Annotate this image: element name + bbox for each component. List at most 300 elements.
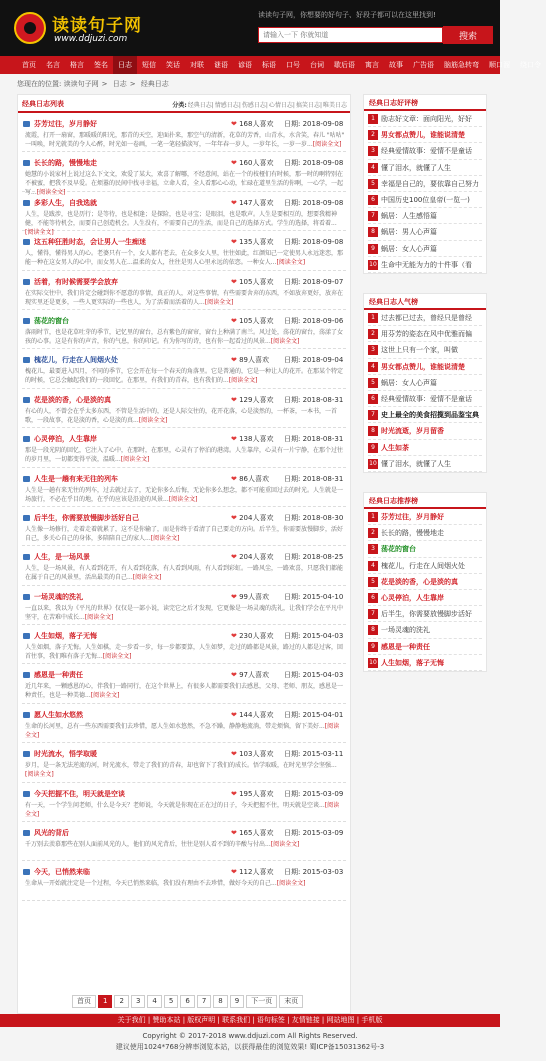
like-count <box>231 474 269 484</box>
article-title[interactable]: 人生是一趟有来无往的列车 <box>34 474 118 483</box>
breadcrumb-current[interactable]: 经典日志 <box>140 80 169 88</box>
article-item <box>22 428 346 467</box>
breadcrumb-category[interactable]: 日志 <box>112 80 127 88</box>
article-title[interactable]: 时光流水，悟学取暖 <box>34 750 97 759</box>
article-title[interactable]: 心灵停泊，人生靠岸 <box>34 435 97 444</box>
date-label: 日期: <box>284 238 301 247</box>
article-title[interactable]: 愿人生如水悠然 <box>34 710 83 719</box>
heart-icon: ❤ <box>231 435 240 444</box>
rank-number: 6 <box>368 195 378 205</box>
summary-text: 生命从一开始就注定是一个过程，今天已悄然来临，我们没有理由不去珍惜，做好今天的自己... <box>25 880 277 888</box>
heart-icon: ❤ <box>231 829 240 838</box>
rank-number: 4 <box>368 163 378 173</box>
search-input[interactable] <box>258 27 443 43</box>
popular-ranking-item[interactable] <box>368 456 482 472</box>
breadcrumb <box>17 75 169 93</box>
pagination <box>72 995 303 1008</box>
logo-icon[interactable] <box>14 12 46 44</box>
date-label: 日期: <box>284 198 301 207</box>
like-number: 195 <box>239 789 253 798</box>
date-value: 2018-09-08 <box>302 198 344 207</box>
rank-number: 2 <box>368 329 378 339</box>
recommend-ranking-item[interactable] <box>368 574 482 590</box>
date-label: 日期: <box>284 632 301 641</box>
article-summary <box>25 682 345 700</box>
article-title[interactable]: 人生如烟，落子无悔 <box>34 632 97 641</box>
article-date <box>284 434 343 444</box>
hot-ranking-item[interactable] <box>368 127 482 143</box>
heart-icon: ❤ <box>231 316 240 325</box>
popular-ranking-item[interactable] <box>368 375 482 391</box>
recommend-ranking-link[interactable]: 后半生，你需要放慢脚步活好 <box>381 610 472 619</box>
article-date <box>284 316 343 326</box>
article-item <box>22 192 346 236</box>
article-icon <box>23 200 30 206</box>
category-separator: | <box>292 102 295 109</box>
hot-ranking-item[interactable] <box>368 143 482 159</box>
like-suffix: 人喜欢 <box>252 789 274 798</box>
article-title[interactable]: 一场灵魂的洗礼 <box>34 592 83 601</box>
popular-ranking-item[interactable] <box>368 326 482 342</box>
recommend-ranking-link[interactable]: 一场灵魂的洗礼 <box>381 626 430 635</box>
read-more-link[interactable]: [阅读全文] <box>36 189 66 197</box>
article-date <box>284 513 343 523</box>
hot-ranking-item[interactable] <box>368 192 482 208</box>
nav-item[interactable]: 寓言 <box>365 61 379 69</box>
rank-number: 3 <box>368 544 378 554</box>
article-date <box>284 552 343 562</box>
rank-number: 10 <box>369 658 377 666</box>
like-number: 99 <box>239 592 249 601</box>
like-suffix: 人喜欢 <box>252 710 274 719</box>
pager-page[interactable]: 4 <box>147 995 161 1008</box>
hot-ranking-link[interactable]: 蜗居：人生感悟篇 <box>381 212 437 221</box>
article-summary <box>25 604 345 622</box>
recommend-ranking-link[interactable]: 槐花儿，行走在人间烟火处 <box>381 561 465 570</box>
article-item <box>22 704 346 743</box>
popular-ranking-title: 经典日志人气榜 <box>364 294 486 310</box>
hot-ranking-item[interactable] <box>368 160 482 176</box>
like-suffix: 人喜欢 <box>252 553 274 562</box>
heart-icon: ❤ <box>231 120 240 128</box>
read-more-link[interactable]: [阅读全文] <box>270 337 300 345</box>
date-value: 2015-04-01 <box>302 710 344 719</box>
read-more-link[interactable]: [阅读全文] <box>168 495 198 503</box>
popular-ranking-item[interactable] <box>368 359 482 375</box>
date-label: 日期: <box>284 316 301 325</box>
article-icon <box>23 318 30 324</box>
read-more-link[interactable]: [阅读全文] <box>150 534 180 542</box>
rank-number: 7 <box>368 211 378 221</box>
recommend-ranking-link[interactable]: 芬芳过往，岁月静好 <box>381 513 444 521</box>
category-link[interactable]: 唯美日志 <box>322 102 347 109</box>
article-item <box>22 861 346 900</box>
nav-item[interactable]: 谚语 <box>238 61 252 69</box>
recommend-ranking-item[interactable] <box>368 590 482 606</box>
like-count <box>231 277 273 287</box>
heart-icon: ❤ <box>231 553 240 562</box>
recommend-ranking-item[interactable] <box>368 655 482 671</box>
rank-number: 4 <box>368 561 378 571</box>
popular-ranking-item[interactable] <box>368 391 482 407</box>
date-label: 日期: <box>284 592 301 601</box>
nav-item[interactable]: 格言 <box>70 61 84 69</box>
pager-page[interactable]: 8 <box>213 995 227 1008</box>
hot-ranking-link[interactable]: 中国历史100位皇帝(一览一) <box>381 195 470 204</box>
article-date <box>284 710 343 720</box>
article-summary <box>25 367 345 385</box>
category-link[interactable]: 搞笑日志 <box>295 102 320 109</box>
article-date <box>284 237 343 247</box>
pager-first[interactable]: 首页 <box>72 995 96 1008</box>
like-count <box>231 395 273 405</box>
date-value: 2018-08-31 <box>302 435 344 444</box>
recommend-ranking-item[interactable] <box>368 622 482 638</box>
date-label: 日期: <box>284 277 301 286</box>
nav-item[interactable]: 短信 <box>142 61 156 69</box>
article-date <box>284 158 343 168</box>
hot-ranking-link[interactable]: 蜗居：男人心声篇 <box>381 228 437 237</box>
popular-ranking-link[interactable]: 时光流逝，岁月留香 <box>381 427 444 436</box>
nav-item[interactable]: 歇后语 <box>334 61 355 69</box>
like-number: 204 <box>239 513 253 522</box>
like-suffix: 人喜欢 <box>252 513 274 522</box>
pager-page[interactable]: 3 <box>131 995 145 1008</box>
popular-ranking-link[interactable]: 经典爱情故事：爱情不是童话 <box>381 394 472 403</box>
rank-number: 5 <box>368 577 378 587</box>
popular-ranking-link[interactable]: 史上最全的美食招揽到品鉴宝典 <box>381 411 479 420</box>
read-more-link[interactable]: [阅读全文] <box>102 653 132 661</box>
date-value: 2018-09-06 <box>302 316 344 325</box>
hot-ranking-list <box>364 111 486 273</box>
rank-number: 8 <box>368 227 378 237</box>
article-title[interactable]: 今天把握不住，明天就是空谈 <box>34 789 125 798</box>
summary-text: 人生，是一场风景，有人看到花开，有人看到花落，有人看到风雨，有人看到彩虹。一路风尘，一路欢喜，只愿我们都能在属于自己的风景里，活出最美的自己... <box>25 565 344 582</box>
date-value: 2015-03-03 <box>302 868 344 877</box>
nav-item[interactable]: 广告语 <box>413 61 434 69</box>
summary-text: 岁月，是一条无法逆流的河，时光流水，带走了我们的青春，却也留下了我们的成长。悟学取暖，在时光里学会坚强... <box>25 762 337 770</box>
article-item <box>22 743 346 782</box>
read-more-link[interactable]: [阅读全文] <box>132 574 162 582</box>
like-number: 165 <box>239 829 253 838</box>
nav-item[interactable]: 口号 <box>286 61 300 69</box>
heart-icon: ❤ <box>231 356 240 365</box>
hot-ranking-link[interactable]: 励志好文章：面向阳光，好好 <box>381 115 472 123</box>
hot-ranking-link[interactable]: 蜗居：女人心声篇 <box>381 244 437 253</box>
popular-ranking-link[interactable]: 懂了泪水，就懂了人生 <box>381 459 451 468</box>
recommend-ranking-item[interactable] <box>368 558 482 574</box>
like-suffix: 人喜欢 <box>252 829 274 838</box>
rank-number: 2 <box>368 130 378 140</box>
popular-ranking-link[interactable]: 蜗居：女人心声篇 <box>381 378 437 387</box>
article-summary <box>25 801 345 819</box>
date-label: 日期: <box>284 395 301 404</box>
recommend-ranking-box <box>363 492 487 672</box>
article-date <box>284 592 343 602</box>
pager-page[interactable]: 5 <box>164 995 178 1008</box>
heart-icon: ❤ <box>231 868 240 877</box>
category-link[interactable]: 情感日志 <box>214 102 239 109</box>
heart-icon: ❤ <box>231 277 240 286</box>
site-slogan: 读读句子网，你想要的好句子、好段子都可以在这里找到! <box>258 11 436 19</box>
article-title[interactable]: 荡花的窗台 <box>34 316 69 325</box>
like-count <box>231 670 269 680</box>
like-number: 135 <box>239 238 253 247</box>
article-icon <box>23 397 30 403</box>
rank-number: 10 <box>369 459 377 467</box>
article-date <box>284 670 343 680</box>
article-title[interactable]: 芬芳过往，岁月静好 <box>34 120 97 128</box>
article-title[interactable]: 活着，有时候需要学会放弃 <box>34 277 118 286</box>
hot-ranking-item[interactable] <box>368 111 482 127</box>
rank-number: 9 <box>368 443 378 453</box>
rank-number: 9 <box>368 244 378 254</box>
hot-ranking-link[interactable]: 生命中无能为力的十件事（看 <box>381 260 472 269</box>
recommend-ranking-item[interactable] <box>368 541 482 557</box>
popular-ranking-item[interactable] <box>368 342 482 358</box>
article-item <box>22 271 346 310</box>
heart-icon: ❤ <box>231 198 240 207</box>
pager-last[interactable]: 末页 <box>279 995 303 1008</box>
pager-page[interactable]: 7 <box>197 995 211 1008</box>
date-label: 日期: <box>284 356 301 365</box>
article-title[interactable]: 人生，是一场风景 <box>34 553 90 562</box>
pager-next[interactable]: 下一页 <box>246 995 277 1008</box>
article-icon <box>23 554 30 560</box>
article-list-panel <box>17 94 351 1014</box>
article-item <box>22 468 346 507</box>
article-icon <box>23 279 30 285</box>
hot-ranking-link[interactable]: 男女都点赞儿，谁能说清楚 <box>381 131 465 140</box>
rank-number: 8 <box>368 426 378 436</box>
article-summary <box>25 486 345 504</box>
breadcrumb-separator: > <box>101 80 108 88</box>
like-number: 97 <box>239 671 249 680</box>
hot-ranking-item[interactable] <box>368 257 482 273</box>
hot-ranking-item[interactable] <box>368 224 482 240</box>
read-more-link[interactable]: [阅读全文] <box>276 259 306 267</box>
like-count <box>231 434 273 444</box>
like-suffix: 人喜欢 <box>252 238 274 247</box>
summary-text: 近几年来，一颗感恩的心，伴我们一路同行，在这个世界上，有很多人都需要我们去感恩，父母、老师、朋友，感恩是一种责任，也是一种美德... <box>25 683 344 700</box>
popular-ranking-link[interactable]: 过去都已过去，曾经只是曾经 <box>381 314 472 322</box>
article-item <box>22 822 346 861</box>
recommend-ranking-link[interactable]: 荡花的窗台 <box>381 545 416 554</box>
read-more-link[interactable]: [阅读全文] <box>270 841 300 849</box>
category-separator: | <box>238 102 241 109</box>
like-count <box>231 355 269 365</box>
like-suffix: 人喜欢 <box>252 632 274 641</box>
nav-item[interactable]: 故事 <box>389 61 403 69</box>
article-title[interactable]: 多彩人生，自我选就 <box>34 198 97 207</box>
article-icon <box>23 869 30 875</box>
nav-item[interactable]: 台词 <box>310 61 324 69</box>
date-value: 2018-09-08 <box>302 159 344 168</box>
nav-item[interactable]: 绕口令 <box>520 61 541 69</box>
article-summary <box>25 722 345 740</box>
recommend-ranking-link[interactable]: 感恩是一种责任 <box>381 642 430 651</box>
article-title[interactable]: 今天，已悄然来临 <box>34 868 90 877</box>
like-count <box>231 513 273 523</box>
nav-item[interactable]: 首页 <box>22 61 36 69</box>
nav-item[interactable]: 顺口溜 <box>489 61 510 69</box>
recommend-ranking-item[interactable] <box>368 606 482 622</box>
popular-ranking-item[interactable] <box>368 407 482 423</box>
article-title[interactable]: 花是淡的香，心是淡的真 <box>34 395 111 404</box>
article-summary <box>25 407 345 425</box>
popular-ranking-link[interactable]: 这世上只有一个家，叫做 <box>381 346 458 355</box>
recommend-ranking-link[interactable]: 长长的路，慢慢地走 <box>381 529 444 538</box>
category-link[interactable]: 心情日志 <box>268 102 293 109</box>
nav-item[interactable]: 笑话 <box>166 61 180 69</box>
nav-item[interactable]: 签名 <box>94 61 108 69</box>
nav-item[interactable]: 名言 <box>46 61 60 69</box>
hot-ranking-item[interactable] <box>368 241 482 257</box>
read-more-link[interactable]: [阅读全文] <box>276 880 306 888</box>
read-more-link[interactable]: [阅读全文] <box>25 228 54 236</box>
read-more-link[interactable]: [阅读全文] <box>25 801 340 818</box>
article-item <box>22 664 346 703</box>
pager-page[interactable]: 1 <box>98 995 112 1008</box>
article-item <box>22 586 346 625</box>
popular-ranking-link[interactable]: 用芬芳的姿态在风中优雅而偏 <box>381 330 472 339</box>
read-more-link[interactable]: [阅读全文] <box>138 416 168 424</box>
like-count <box>231 198 273 208</box>
nav-item[interactable]: 谜语 <box>214 61 228 69</box>
list-header <box>18 95 350 113</box>
nav-item[interactable]: 标语 <box>262 61 276 69</box>
nav-item[interactable]: 对联 <box>190 61 204 69</box>
nav-item[interactable]: 脑筋急转弯 <box>444 61 479 69</box>
popular-ranking-box <box>363 293 487 473</box>
article-item <box>22 389 346 428</box>
like-count <box>231 592 269 602</box>
popular-ranking-item[interactable] <box>368 440 482 456</box>
category-link[interactable]: 经典日志 <box>187 102 212 109</box>
article-icon <box>23 633 30 639</box>
recommend-ranking-link[interactable]: 花是淡的香，心是淡的真 <box>381 577 458 586</box>
read-more-link[interactable]: [阅读全文] <box>84 613 114 621</box>
like-number: 103 <box>239 750 253 759</box>
pager-page[interactable]: 2 <box>114 995 128 1008</box>
date-label: 日期: <box>284 710 301 719</box>
like-count <box>231 867 273 877</box>
article-title[interactable]: 长长的路，慢慢地走 <box>34 159 97 168</box>
breadcrumb-home[interactable]: 读读句子网 <box>63 80 99 88</box>
like-number: 160 <box>239 159 253 168</box>
like-suffix: 人喜欢 <box>252 750 274 759</box>
rank-number: 7 <box>368 609 378 619</box>
article-title[interactable]: 风光的背后 <box>34 829 69 838</box>
read-more-link[interactable]: [阅读全文] <box>25 771 54 779</box>
like-suffix: 人喜欢 <box>252 198 274 207</box>
like-count <box>231 158 273 168</box>
article-icon <box>23 672 30 678</box>
summary-text: 人，懂得，懂得男人的心。老婆只有一个，女人都有老去，在众多女人里，往往如此，红颜知己一定使男人永远迷恋，那能一种在这女男人的心中，而女男人在...温柔的女人，往往是男人心里永远的依恋。一种女人... <box>25 250 344 267</box>
date-value: 2018-09-08 <box>302 120 344 128</box>
recommend-ranking-item[interactable] <box>368 509 482 525</box>
read-more-link[interactable]: [阅读全文] <box>90 692 120 700</box>
footer-links[interactable]: 关于我们 | 赞助本站 | 版权声明 | 联系我们 | 语句标签 | 友情链接 | 网站地图 | 手机版 <box>0 1014 500 1027</box>
article-title[interactable]: 后半生，你需要放慢脚步活好自己 <box>34 513 139 522</box>
rank-number: 4 <box>368 362 378 372</box>
rank-number: 1 <box>368 512 378 522</box>
heart-icon: ❤ <box>231 513 240 522</box>
category-link[interactable]: 伤感日志 <box>241 102 266 109</box>
read-more-link[interactable]: [阅读全文] <box>120 456 150 464</box>
pager-page[interactable]: 6 <box>180 995 194 1008</box>
article-summary <box>25 761 345 779</box>
article-title[interactable]: 感恩是一种责任 <box>34 671 83 680</box>
date-label: 日期: <box>284 513 301 522</box>
recommend-ranking-item[interactable] <box>368 639 482 655</box>
article-title[interactable]: 槐花儿，行走在人间烟火处 <box>34 356 118 365</box>
article-summary <box>25 879 345 897</box>
category-separator: | <box>211 102 214 109</box>
hot-ranking-item[interactable] <box>368 176 482 192</box>
recommend-ranking-item[interactable] <box>368 525 482 541</box>
pager-page[interactable]: 9 <box>230 995 244 1008</box>
hot-ranking-link[interactable]: 幸福是自己的，要依靠自己努力 <box>381 179 479 188</box>
date-value: 2015-04-10 <box>302 592 344 601</box>
hot-ranking-item[interactable] <box>368 208 482 224</box>
article-icon <box>23 121 30 127</box>
article-list <box>18 113 350 901</box>
article-title[interactable]: 这五种狂胜时态，会让男人一生痴迷 <box>34 238 146 247</box>
summary-text: 一直以来，我以为《平凡的世界》仅仅是一部小说，读完它之后才发现，它更像是一场灵魂的洗礼，让我们学会在平凡中坚守，在苦难中成长... <box>25 604 344 621</box>
read-more-link[interactable]: [阅读全文] <box>204 298 234 306</box>
rank-number: 1 <box>368 114 378 124</box>
like-number: 144 <box>239 710 253 719</box>
read-more-link[interactable]: [阅读全文] <box>312 141 342 148</box>
like-count <box>231 828 273 838</box>
search-button[interactable]: 搜索 <box>443 26 493 44</box>
article-summary <box>25 249 345 267</box>
article-date <box>284 474 343 484</box>
recommend-ranking-link[interactable]: 人生如烟，落子无悔 <box>381 658 444 667</box>
popular-ranking-link[interactable]: 男女都点赞儿，谁能说清楚 <box>381 362 465 371</box>
date-value: 2018-08-31 <box>302 474 344 483</box>
nav-item[interactable]: 日志 <box>113 56 137 74</box>
article-summary <box>25 564 345 582</box>
article-date <box>284 749 343 759</box>
logo-title[interactable]: 读读句子网 <box>52 16 142 36</box>
like-number: 147 <box>239 198 253 207</box>
date-label: 日期: <box>284 553 301 562</box>
date-label: 日期: <box>284 474 301 483</box>
article-icon <box>23 357 30 363</box>
hot-ranking-link[interactable]: 经典爱情故事：爱情不是童话 <box>381 147 472 156</box>
popular-ranking-item[interactable] <box>368 310 482 326</box>
popular-ranking-item[interactable] <box>368 423 482 439</box>
category-separator: | <box>265 102 268 109</box>
read-more-link[interactable]: [阅读全文] <box>228 377 258 385</box>
hot-ranking-link[interactable]: 懂了泪水，就懂了人生 <box>381 163 451 172</box>
read-more-link[interactable]: [阅读全文] <box>25 722 340 739</box>
date-value: 2015-03-11 <box>302 750 344 759</box>
like-suffix: 人喜欢 <box>252 435 274 444</box>
recommend-ranking-link[interactable]: 心灵停泊，人生靠岸 <box>381 593 444 602</box>
footer-copyright <box>0 1031 500 1053</box>
rank-number: 7 <box>368 410 378 420</box>
like-number: 230 <box>239 632 253 641</box>
browser-notice: 建议使用1024*768分辨率浏览本站，以获得最佳的浏览效果! 蜀ICP备15031362号-3 <box>115 1043 385 1051</box>
summary-text: 人生像一场修行，走着走着就累了，这不是你输了，而是你终于看清了自己要走的方向。后半生，你需要放慢脚步，活好自己，多关心自己的身体，多陪陪自己的家人... <box>25 525 344 542</box>
hot-ranking-title: 经典日志好评榜 <box>364 95 486 111</box>
article-item <box>22 228 346 270</box>
popular-ranking-link[interactable]: 人生如茶 <box>381 443 409 452</box>
article-date <box>284 867 343 877</box>
